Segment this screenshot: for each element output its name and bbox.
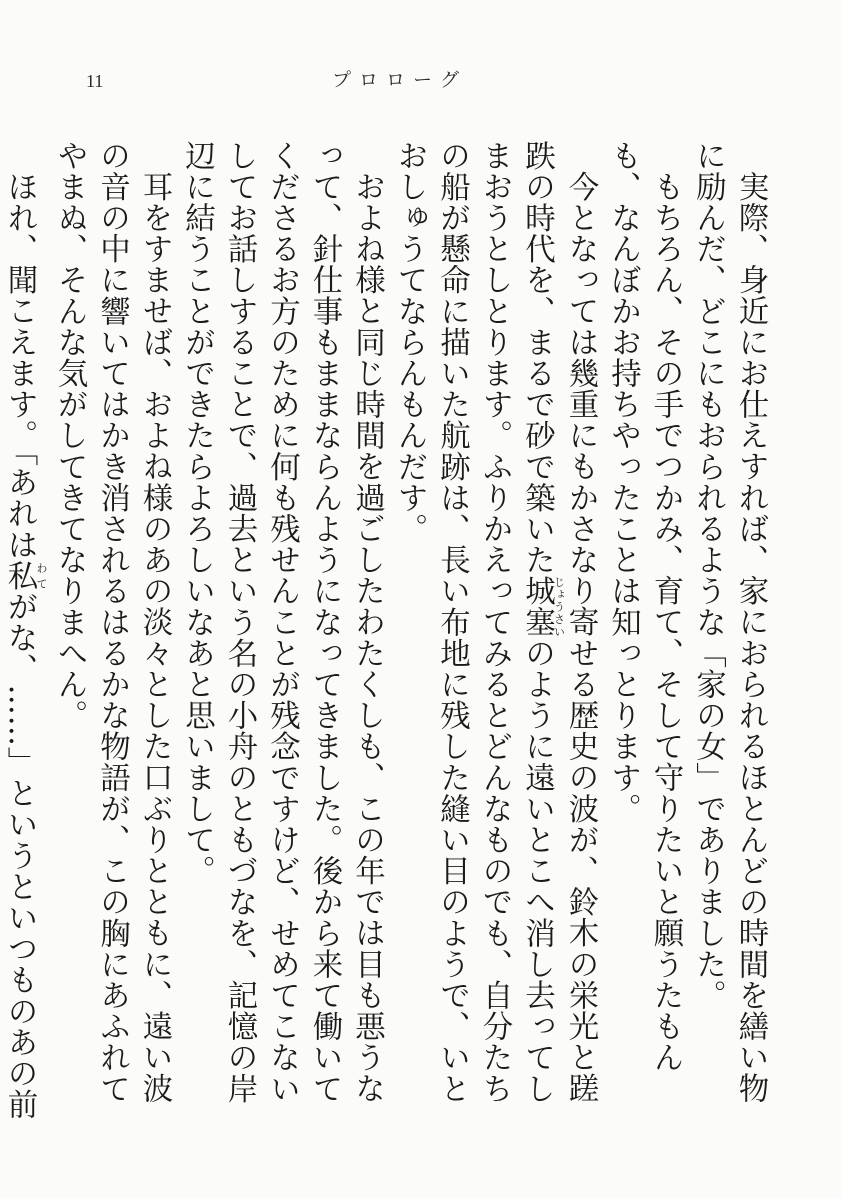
paragraph-3-part-1: 今となっては幾重にもかさなり寄せる歴史の波が、鈴木の栄光と蹉跌の時代を、まるで砂で築いた — [519, 140, 598, 1104]
ruby-base-wate: 私 — [2, 559, 37, 591]
page-number: 11 — [86, 71, 104, 91]
paragraph-6-part-1: ほれ、聞こえます。「あれは — [2, 170, 37, 560]
paragraph-3 — [388, 140, 602, 1126]
paragraph-4: およね様と同じ時間を過ごしたわたくしも、この年では目も悪うなって、針仕事もままならんようになってきました。後から来て働いてくださるお方のために何も残せんことが残念ですけど、せめてこないしてお話しすることで、過去という名の小舟のともづなを、記憶の岸辺に結うことができたらよろしいなあと思いまして。 — [179, 140, 385, 1105]
paragraph-1: 実際、身近にお仕えすれば、家におられるほとんどの時間を繕い物に励んだ、どこにもおられるような「家の女」でありました。 — [690, 140, 768, 1104]
ruby-base-jousai: 城塞 — [519, 575, 555, 638]
paragraph-6-part-2: がな、……」というといつものあの前 — [2, 590, 37, 1120]
ruby-reading-wate: わて — [35, 559, 48, 591]
ruby-reading-jousai: じょうさい — [552, 575, 566, 638]
paragraph-5: 耳をすませば、およね様のあの淡々とした口ぶりとともに、遠い波の音の中に響いてはかき消されるはるかな物語が、この胸にあふれてやまぬ、そんな気がしてきてなりまへん。 — [52, 140, 172, 1105]
body-text — [2, 140, 771, 1126]
paragraph-3-part-2: のように遠いとこへ消し去ってしまおうとしとります。ふりかえってみるとどんなものでも、自分たちの船が懸命に描いた航跡は、長い布地に残した縫い目のようで、いとおしゅうてならんもんだす。 — [392, 140, 555, 1105]
ruby-wate — [2, 559, 48, 591]
ruby-jousai — [519, 575, 566, 638]
running-title: プロローグ — [332, 69, 468, 91]
paragraph-2: もちろん、その手でつかみ、育て、そして守りたいと願うたもんも、なんぼかお持ちやったことは知っとります。 — [605, 140, 683, 1073]
paragraph-6 — [0, 140, 48, 1126]
